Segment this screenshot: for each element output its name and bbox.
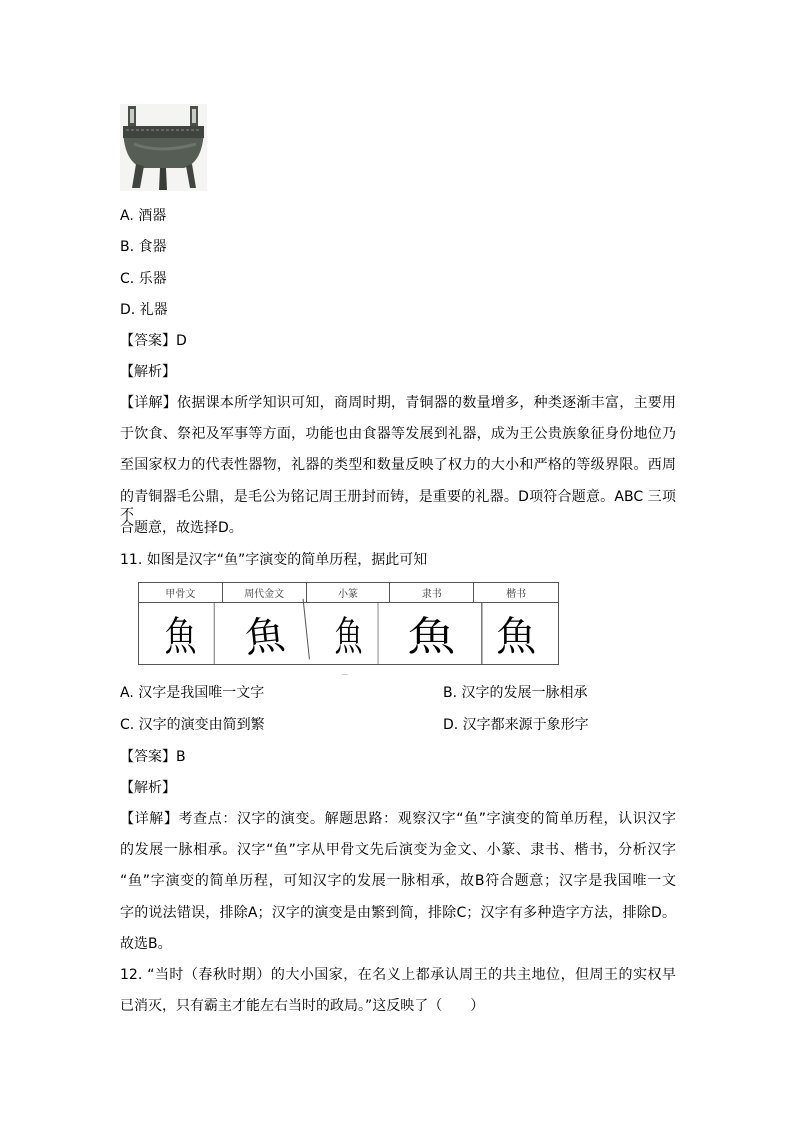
q10-answer: 【答案】D	[120, 333, 187, 349]
q11-question: 11. 如图是汉字“鱼”字演变的简单历程，据此可知	[120, 552, 428, 568]
q12-question-line: 12. “当时（春秋时期）的大小国家，在名义上都承认周王的共主地位，但周王的实权早	[120, 967, 676, 983]
q10-option-d: D. 礼器	[120, 302, 168, 318]
q11-detail-line: 【详解】考查点：汉字的演变。解题思路：观察汉字“鱼”字演变的简单历程，认识汉字	[120, 811, 676, 827]
q10-detail-line: 于饮食、祭祀及军事等方面，功能也由食器等发展到礼器，成为王公贵族象征身份地位乃	[120, 426, 676, 442]
q10-option-a: A. 酒器	[120, 208, 167, 224]
bronze-ding-image	[120, 104, 207, 191]
q10-detail-line: 【详解】依据课本所学知识可知，商周时期，青铜器的数量增多，种类逐渐丰富，主要用	[120, 395, 676, 411]
clerical-script-glyph: 魚	[382, 603, 483, 664]
table-header: 楷书	[474, 583, 558, 603]
q11-answer: 【答案】B	[120, 749, 186, 765]
q11-analysis-label: 【解析】	[120, 780, 176, 796]
q11-detail-line: “鱼”字演变的简单历程，可知汉字的发展一脉相承，故B符合题意；汉字是我国唯一文	[120, 873, 676, 889]
regular-script-glyph: 魚	[496, 614, 537, 660]
q12-question-line: 已消灭，只有霸主才能左右当时的政局。”这反映了（ ）	[120, 998, 485, 1014]
q11-option-a: A. 汉字是我国唯一文字	[120, 685, 265, 701]
table-header: 周代金文	[223, 583, 307, 603]
q10-analysis-label: 【解析】	[120, 364, 176, 380]
q10-option-b: B. 食器	[120, 239, 167, 255]
q11-option-c: C. 汉字的演变由简到繁	[120, 717, 265, 733]
small-seal-glyph: 魚	[319, 603, 378, 664]
oracle-bone-glyph: 魚	[147, 603, 214, 664]
divider-mark	[342, 674, 348, 675]
q10-detail-line: 至国家权力的代表性器物，礼器的类型和数量反映了权力的大小和严格的等级界限。西周	[120, 457, 676, 473]
fish-character-evolution-table	[138, 582, 559, 665]
q11-detail-line: 的发展一脉相承。汉字“鱼”字从甲骨文先后演变为金文、小篆、隶书、楷书，分析汉字	[120, 842, 676, 858]
q10-detail-line: 合题意，故选择D。	[120, 520, 243, 536]
table-header: 小篆	[307, 583, 391, 603]
table-header: 甲骨文	[139, 583, 223, 603]
q11-detail-line: 故选B。	[120, 936, 172, 952]
q10-detail-line: 的青铜器毛公鼎，是毛公为铭记周王册封而铸，是重要的礼器。D项符合题意。ABC 三项不	[120, 489, 676, 523]
q11-detail-line: 字的说法错误，排除A；汉字的演变是由繁到简，排除C；汉字有多种造字方法，排除D。	[120, 905, 676, 921]
q10-option-c: C. 乐器	[120, 271, 167, 287]
table-header: 隶书	[390, 583, 474, 603]
q11-option-d: D. 汉字都来源于象形字	[443, 717, 589, 733]
q11-option-b: B. 汉字的发展一脉相承	[443, 685, 588, 701]
bronze-script-glyph: 魚	[220, 599, 310, 668]
